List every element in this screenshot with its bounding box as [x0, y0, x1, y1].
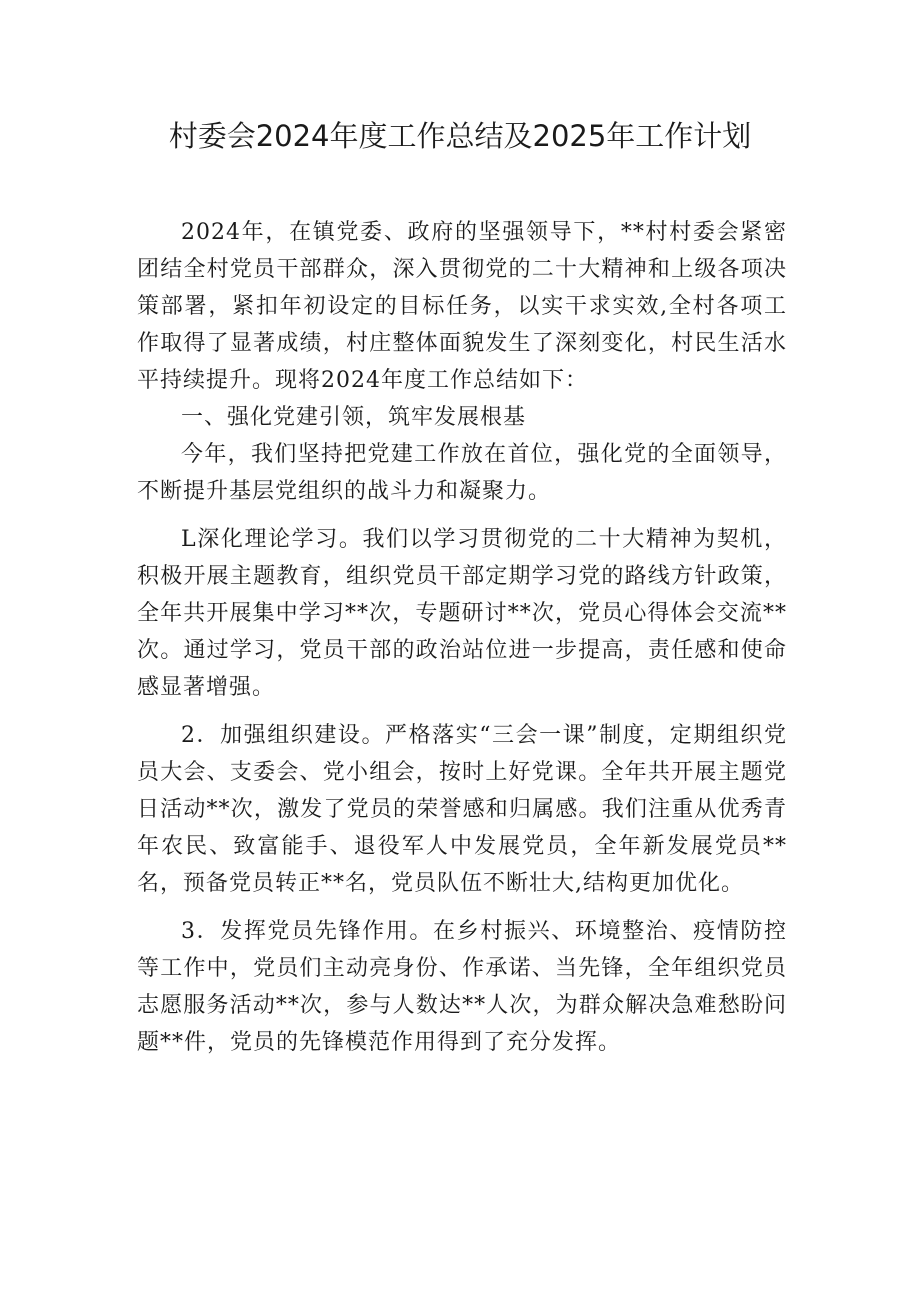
section-heading: 一、强化党建引领，筑牢发展根基: [181, 405, 527, 430]
document-title: 村委会2024年度工作总结及2025年工作计划: [168, 119, 752, 153]
item-2-paragraph: 2．加强组织建设。严格落实“三会一课”制度，定期组织党员大会、支委会、党小组会，按时上好党课。全年共开展主题党日活动**次，激发了党员的荣誉感和归属感。我们注重从优秀青年农民、致富能手、退役军人中发展党员，全年新发展党员**名，预备党员转正**名，党员队伍不断壮大,结构更加优化。: [137, 723, 787, 896]
item-1-paragraph: L深化理论学习。我们以学习贯彻党的二十大精神为契机，积极开展主题教育，组织党员干部定期学习党的路线方针政策，全年共开展集中学习**次，专题研讨**次，党员心得体会交流**次。通过学习，党员干部的政治站位进一步提高，责任感和使命感显著增强。: [137, 527, 787, 700]
section-intro-paragraph: 今年，我们坚持把党建工作放在首位，强化党的全面领导，不断提升基层党组织的战斗力和凝聚力。: [137, 442, 787, 504]
document-body: [137, 214, 787, 1061]
intro-paragraph: 2024年，在镇党委、政府的坚强领导下，**村村委会紧密团结全村党员干部群众，深入贯彻党的二十大精神和上级各项决策部署，紧扣年初设定的目标任务，以实干求实效,全村各项工作取得了显著成绩，村庄整体面貌发生了深刻变化，村民生活水平持续提升。现将2024年度工作总结如下：: [137, 220, 787, 393]
item-3-paragraph: 3．发挥党员先锋作用。在乡村振兴、环境整治、疫情防控等工作中，党员们主动亮身份、作承诺、当先锋，全年组织党员志愿服务活动**次，参与人数达**人次，为群众解决急难愁盼问题**件，党员的先锋模范作用得到了充分发挥。: [137, 919, 787, 1055]
